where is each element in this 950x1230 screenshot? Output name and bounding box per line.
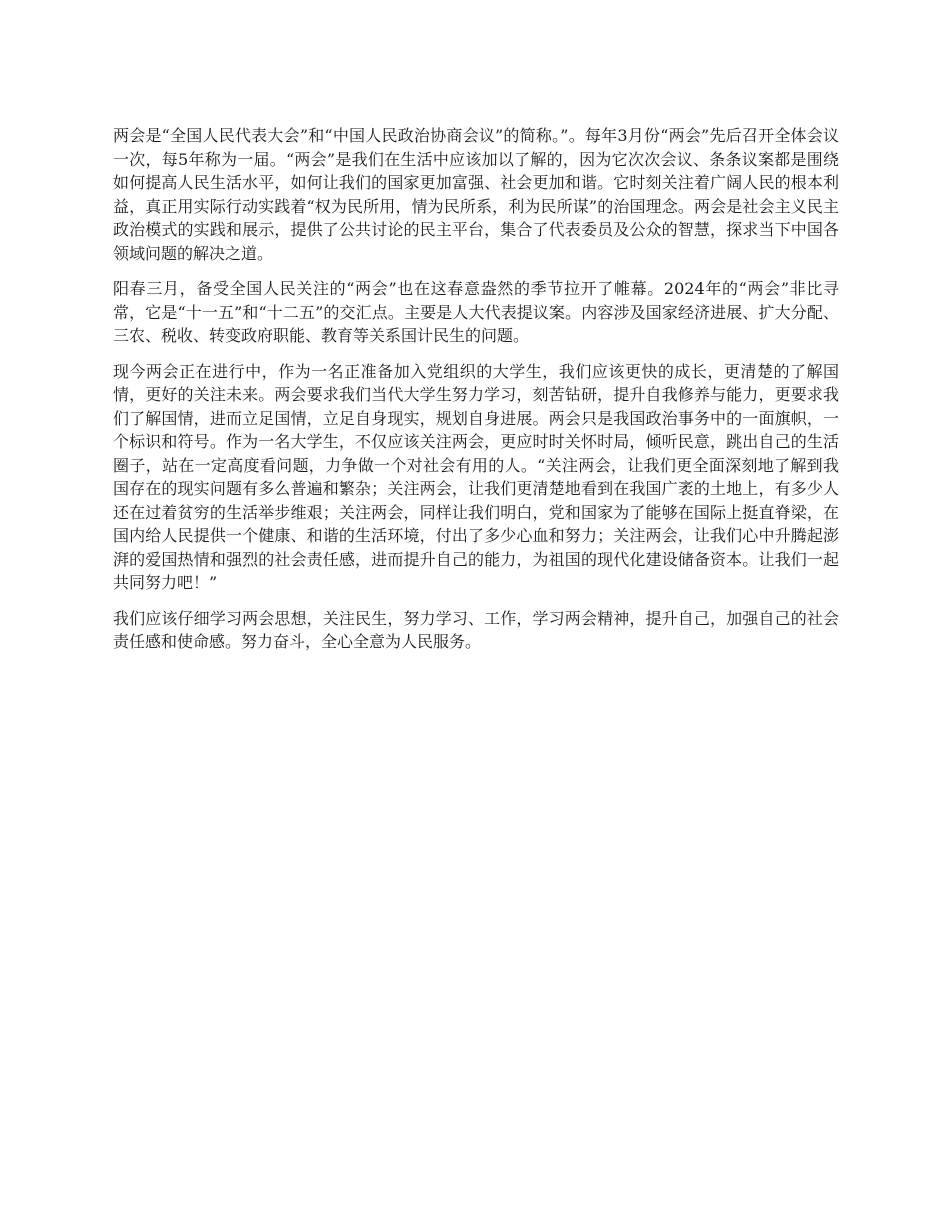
paragraph-spring-session: 阳春三月，备受全国人民关注的“两会”也在这春意盎然的季节拉开了帷幕。2024年的“两会”非比寻常，它是“十一五”和“十二五”的交汇点。主要是人大代表提议案。内容涉及国家经济进展、扩大分配、三农、税收、转变政府职能、教育等关系国计民生的问题。 [113, 279, 839, 345]
paragraph-student-reflection: 现今两会正在进行中，作为一名正准备加入党组织的大学生，我们应该更快的成长，更清楚的了解国情，更好的关注未来。两会要求我们当代大学生努力学习，刻苦钻研，提升自我修养与能力，更要求我们了解国情，进而立足国情，立足自身现实，规划自身进展。两会只是我国政治事务中的一面旗帜，一个标识和符号。作为一名大学生，不仅应该关注两会，更应时时关怀时局，倾听民意，跳出自己的生活圈子，站在一定高度看问题，力争做一个对社会有用的人。“关注两会，让我们更全面深刻地了解到我国存在的现实问题有多么普遍和繁杂；关注两会，让我们更清楚地看到在我国广袤的土地上，有多少人还在过着贫穷的生活举步维艰；关注两会，同样让我们明白，党和国家为了能够在国际上挺直脊梁，在国内给人民提供一个健康、和谐的生活环境，付出了多少心血和努力；关注两会，让我们心中升腾起澎湃的爱国热情和强烈的社会责任感，进而提升自己的能力，为祖国的现代化建设储备资本。让我们一起共同努力吧！” [113, 361, 839, 592]
document-body [113, 124, 839, 666]
paragraph-intro: 两会是“全国人民代表大会”和“中国人民政治协商会议”的简称。”。每年3月份“两会”先后召开全体会议一次，每5年称为一届。“两会”是我们在生活中应该加以了解的，因为它次次会议、条条议案都是围绕如何提高人民生活水平，如何让我们的国家更加富强、社会更加和谐。它时刻关注着广阔人民的根本利益，真正用实际行动实践着“权为民所用，情为民所系，利为民所谋”的治国理念。两会是社会主义民主政治模式的实践和展示，提供了公共讨论的民主平台，集合了代表委员及公众的智慧，探求当下中国各领域问题的解决之道。 [113, 126, 839, 263]
paragraph-conclusion: 我们应该仔细学习两会思想，关注民生，努力学习、工作，学习两会精神，提升自己，加强自己的社会责任感和使命感。努力奋斗，全心全意为人民服务。 [113, 608, 839, 651]
